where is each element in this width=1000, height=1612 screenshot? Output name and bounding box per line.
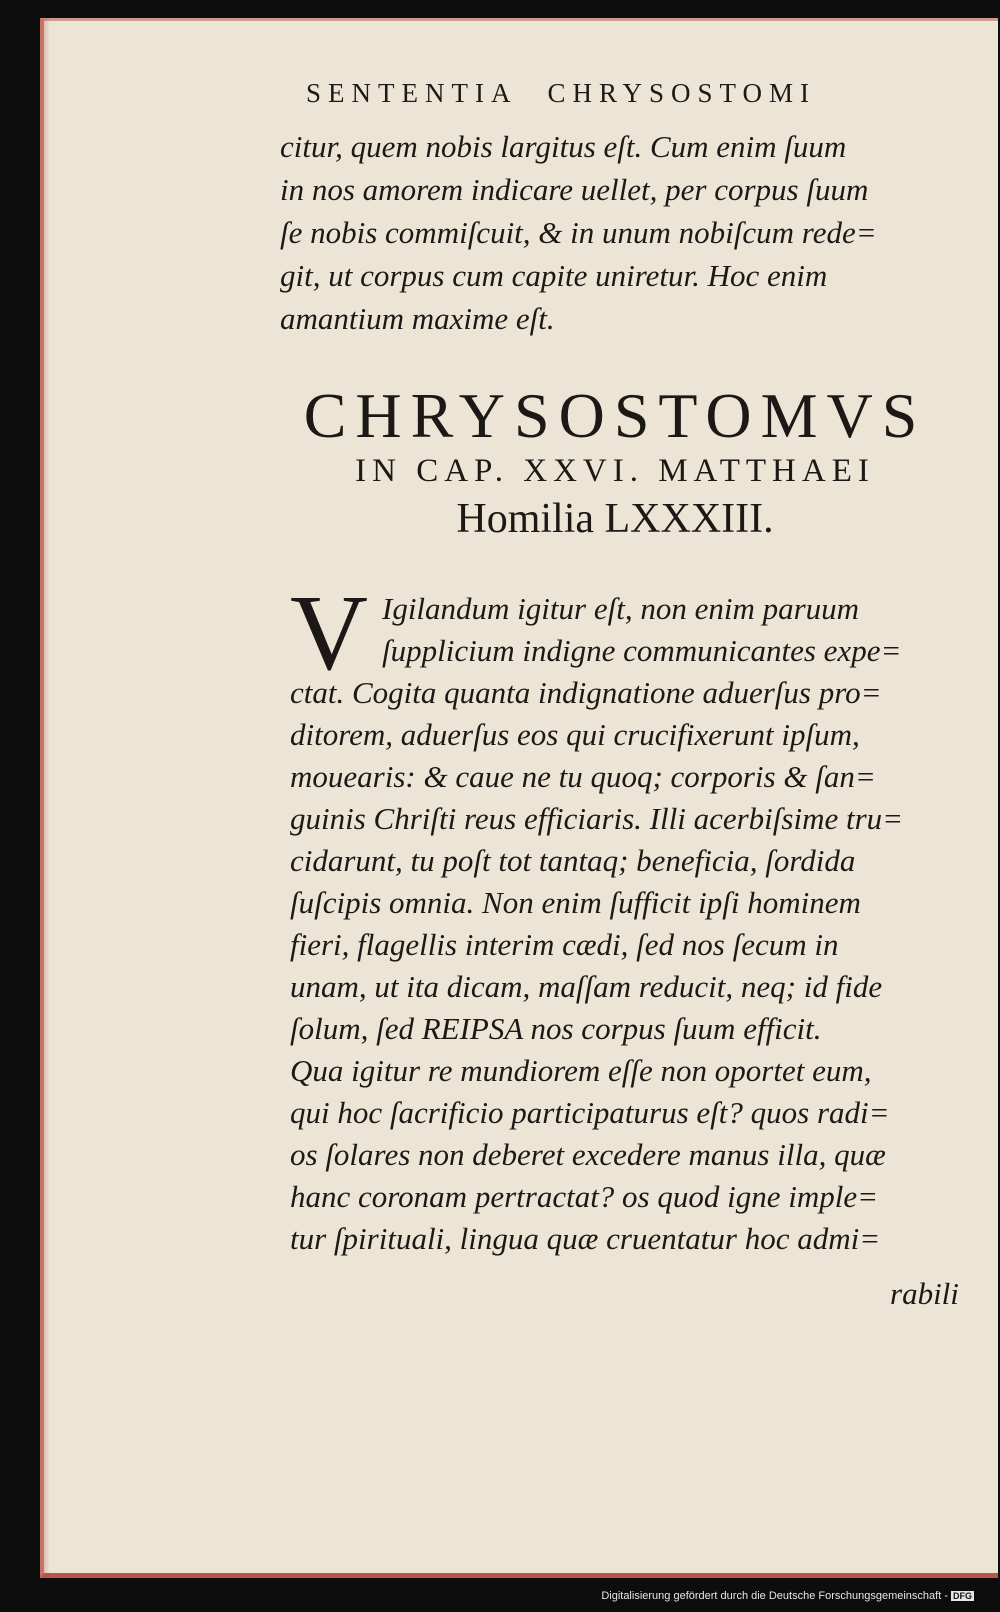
top-paragraph <box>280 125 877 340</box>
page-edge-stain <box>40 18 50 1578</box>
running-head-word: CHRYSOSTOMI <box>547 78 817 108</box>
text-line: citur, quem nobis largitus eſt. Cum enim ſuum <box>280 129 847 164</box>
body-paragraph <box>290 574 904 1260</box>
text-line: ctat. Cogita quanta indignatione aduerſus pro= <box>290 675 882 710</box>
text-line: ſupplicium indigne communicantes expe= <box>382 633 902 668</box>
text-line: in nos amorem indicare uellet, per corpus ſuum <box>280 172 869 207</box>
title-line: Homilia LXXXIII. <box>456 496 774 542</box>
credit-text: Digitalisierung gefördert durch die Deutsche Forschungsgemeinschaft - <box>601 1590 948 1602</box>
text-line: ditorem, aduerſus eos qui crucifixerunt ipſum, <box>290 717 860 752</box>
text-line: mouearis: & caue ne tu quoq; corporis & ſan= <box>290 759 876 794</box>
digitization-credit <box>601 1590 974 1602</box>
text-line: tur ſpirituali, lingua quæ cruentatur hoc admi= <box>290 1221 881 1256</box>
text-line: Igilandum igitur eſt, non enim paruum <box>382 591 860 626</box>
text-line: ſolum, ſed REIPSA nos corpus ſuum efficit. <box>290 1011 822 1046</box>
text-line: hanc coronam pertractat? os quod igne imple= <box>290 1179 879 1214</box>
text-line: fieri, flagellis interim cædi, ſed nos ſecum in <box>290 927 839 962</box>
text-line: git, ut corpus cum capite uniretur. Hoc enim <box>280 258 828 293</box>
section-title <box>280 382 950 546</box>
text-line: qui hoc ſacrificio participaturus eſt? quos radi= <box>290 1095 890 1130</box>
running-head <box>306 78 926 109</box>
text-line: os ſolares non deberet excedere manus illa, quæ <box>290 1137 886 1172</box>
text-line: ſe nobis commiſcuit, & in unum nobiſcum rede= <box>280 215 877 250</box>
text-line: cidarunt, tu poſt tot tantaq; beneficia, ſordida <box>290 843 856 878</box>
text-line: Qua igitur re mundiorem eſſe non oportet eum, <box>290 1053 872 1088</box>
text-line: guinis Chriſti reus efficiaris. Illi acerbiſsime tru= <box>290 801 904 836</box>
dfg-logo: DFG <box>953 1591 972 1601</box>
title-line: IN CAP. XXVI. MATTHAEI <box>355 453 875 489</box>
text-line: ſuſcipis omnia. Non enim ſufficit ipſi hominem <box>290 885 861 920</box>
catchword: rabili <box>890 1276 959 1311</box>
text-line: amantium maxime eſt. <box>280 301 555 336</box>
text-line: unam, ut ita dicam, maſſam reducit, neq; id fide <box>290 969 883 1004</box>
drop-cap: V <box>290 574 368 693</box>
running-head-word: SENTENTIA <box>306 78 518 108</box>
title-line: CHRYSOSTOMVS <box>303 380 927 451</box>
